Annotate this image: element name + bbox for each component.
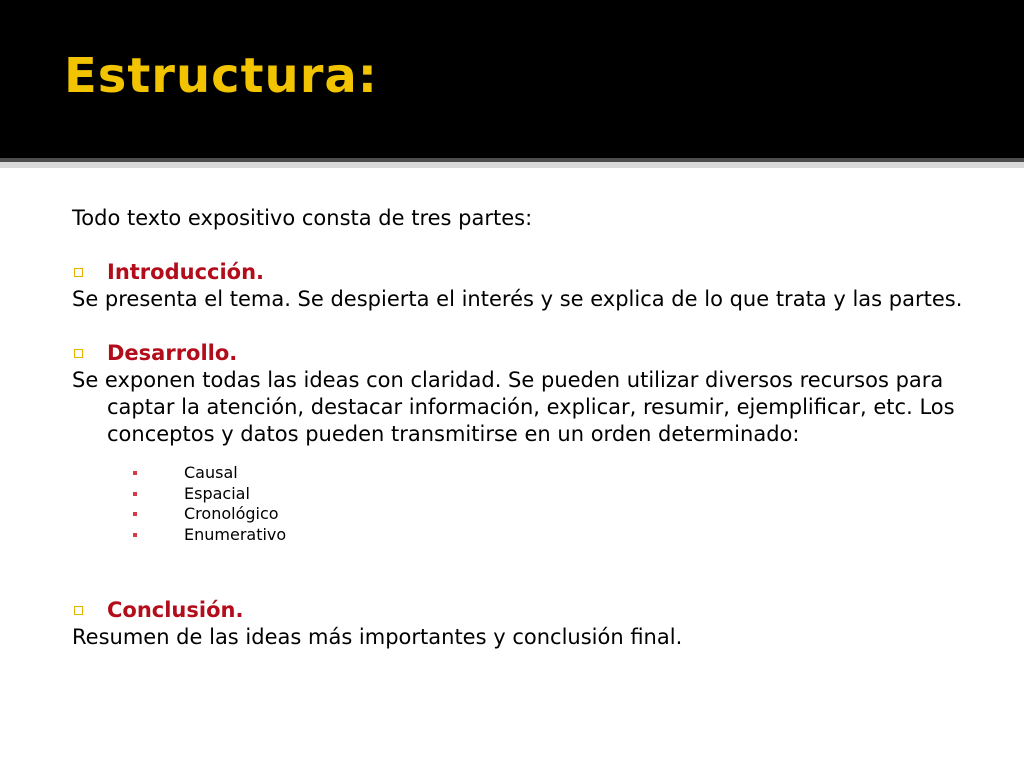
section-body-desarrollo: Se exponen todas las ideas con claridad. Se pueden utilizar diversos recursos para captar la atención, destacar información, explicar, resumir, ejemplificar, etc. Los conceptos y datos pueden transmitirse en un orden determinado:	[72, 368, 955, 446]
order-types-list	[72, 463, 972, 545]
slide-title: Estructura:	[64, 48, 378, 104]
list-item	[72, 525, 972, 546]
square-bullet-icon	[133, 533, 137, 537]
section-heading-label: Introducción.	[107, 260, 265, 284]
list-item-label: Enumerativo	[184, 524, 287, 544]
list-item-label: Cronológico	[184, 504, 279, 523]
section-heading-label: Desarrollo.	[107, 341, 238, 365]
section-body-conclusion: Resumen de las ideas más importantes y conclusión final.	[72, 625, 683, 649]
checkbox-bullet-icon	[74, 268, 83, 277]
list-item	[72, 504, 972, 525]
section-heading-desarrollo	[72, 340, 972, 367]
square-bullet-icon	[133, 492, 137, 496]
checkbox-bullet-icon	[74, 349, 83, 358]
checkbox-bullet-icon	[74, 606, 83, 615]
square-bullet-icon	[133, 512, 137, 516]
list-item-label: Espacial	[184, 483, 250, 503]
list-item-label: Causal	[184, 463, 238, 482]
spacer	[72, 313, 972, 340]
section-heading-conclusion	[72, 597, 972, 624]
list-item	[72, 484, 972, 505]
title-divider-light	[0, 162, 1024, 168]
square-bullet-icon	[133, 471, 137, 475]
section-heading-introduccion	[72, 259, 972, 286]
title-bar	[0, 0, 1024, 158]
section-body-introduccion: Se presenta el tema. Se despierta el interés y se explica de lo que trata y las partes.	[72, 287, 963, 311]
slide-body	[72, 205, 972, 651]
list-item	[72, 463, 972, 484]
intro-text: Todo texto expositivo consta de tres partes:	[72, 206, 533, 230]
section-heading-label: Conclusión.	[107, 598, 244, 622]
spacer	[72, 545, 972, 597]
